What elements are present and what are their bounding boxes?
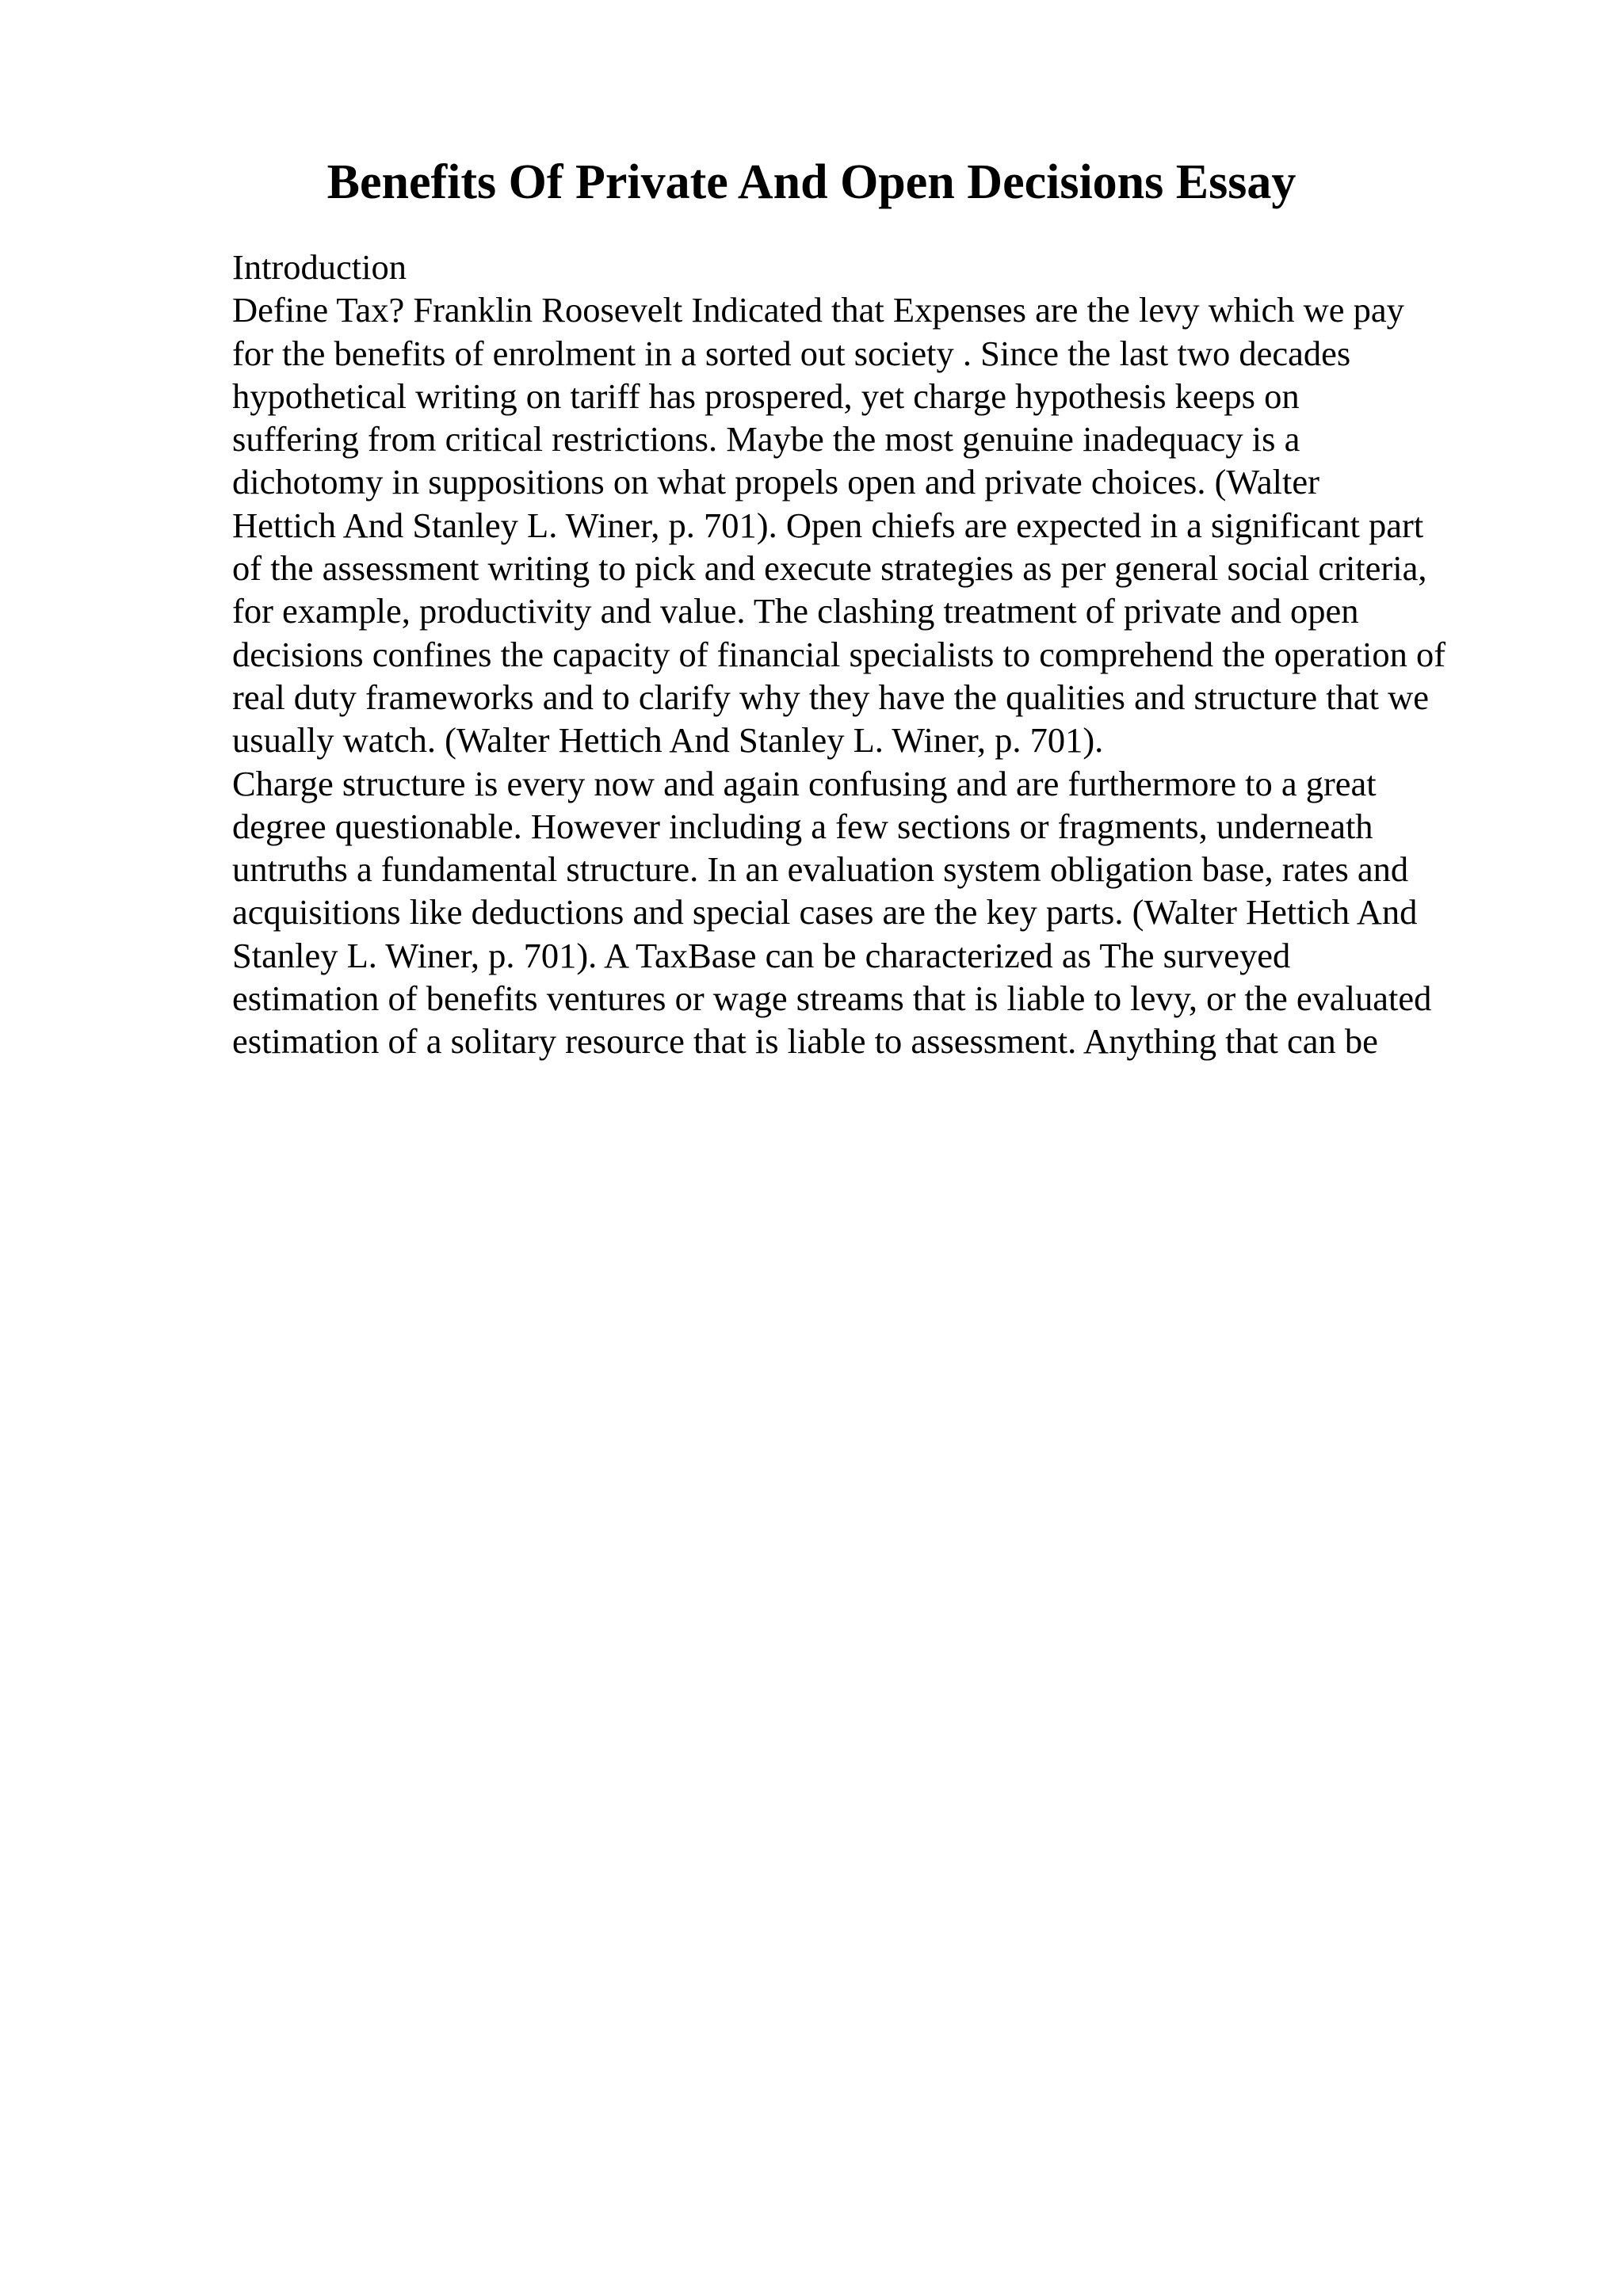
body-line: real duty frameworks and to clarify why they have the qualities and structure that we — [232, 677, 1430, 717]
body-line: Stanley L. Winer, p. 701). A TaxBase can be characterized as The surveyed — [232, 935, 1291, 975]
body-line: for example, productivity and value. The clashing treatment of private and open — [232, 591, 1359, 631]
body-line: estimation of a solitary resource that is liable to assessment. Anything that can be — [232, 1021, 1378, 1062]
body-line: Introduction — [232, 247, 407, 287]
document-body — [232, 246, 1532, 1063]
body-line: suffering from critical restrictions. Maybe the most genuine inadequacy is a — [232, 419, 1300, 460]
body-line: Hettich And Stanley L. Winer, p. 701). Open chiefs are expected in a significant part — [232, 505, 1424, 545]
body-line: estimation of benefits ventures or wage streams that is liable to levy, or the evaluated — [232, 978, 1432, 1019]
body-line: Define Tax? Franklin Roosevelt Indicated that Expenses are the levy which we pay — [232, 290, 1404, 330]
body-line: acquisitions like deductions and special cases are the key parts. (Walter Hettich And — [232, 892, 1418, 933]
body-line: of the assessment writing to pick and execute strategies as per general social criteria, — [232, 548, 1427, 589]
body-line: untruths a fundamental structure. In an evaluation system obligation base, rates and — [232, 849, 1409, 890]
body-line: decisions confines the capacity of financial specialists to comprehend the operation of — [232, 634, 1446, 674]
body-line: for the benefits of enrolment in a sorted out society . Since the last two decades — [232, 333, 1351, 373]
document-title: Benefits Of Private And Open Decisions Essay — [327, 155, 1296, 209]
body-line: usually watch. (Walter Hettich And Stanley L. Winer, p. 701). — [232, 720, 1104, 761]
body-line: dichotomy in suppositions on what propels open and private choices. (Walter — [232, 462, 1319, 502]
body-line: Charge structure is every now and again confusing and are furthermore to a great — [232, 763, 1377, 803]
body-line: degree questionable. However including a few sections or fragments, underneath — [232, 806, 1373, 846]
body-line: hypothetical writing on tariff has prospered, yet charge hypothesis keeps on — [232, 376, 1300, 416]
